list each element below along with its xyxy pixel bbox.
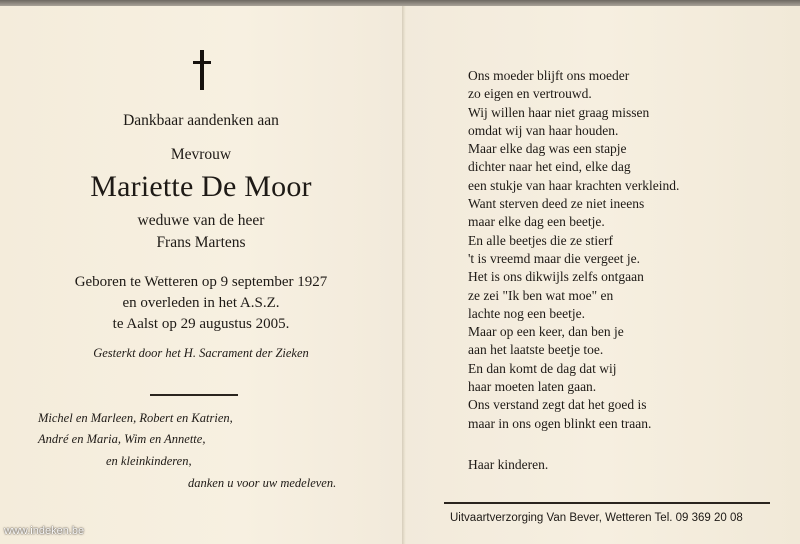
- poem-line: een stukje van haar krachten verkleind.: [468, 177, 680, 193]
- widow-line-1: weduwe van de heer: [137, 212, 265, 229]
- funeral-home-line: Uitvaartverzorging Van Bever, Wetteren Tel. 09 369 20 08: [450, 512, 743, 524]
- poem-line: Maar elke dag was een stapje: [468, 141, 627, 157]
- signature: Haar kinderen.: [468, 457, 549, 472]
- death-line-1: en overleden in het A.S.Z.: [122, 295, 280, 311]
- divider: [150, 394, 238, 396]
- poem-line: omdat wij van haar houden.: [468, 122, 619, 138]
- right-page: [406, 6, 800, 544]
- poem-line: Ons verstand zegt dat het goed is: [468, 397, 647, 413]
- deceased-name: Mariette De Moor: [90, 170, 312, 203]
- family-line: Michel en Marleen, Robert en Katrien,: [38, 411, 233, 425]
- poem-line: ze zei "Ik ben wat moe" en: [468, 287, 614, 303]
- poem-line: Ons moeder blijft ons moeder: [468, 68, 630, 83]
- family-line: André en Maria, Wim en Annette,: [38, 432, 206, 446]
- thanks-line: danken u voor uw medeleven.: [188, 476, 337, 490]
- poem-line: Wij willen haar niet graag missen: [468, 104, 650, 120]
- poem-line: Maar op een keer, dan ben je: [468, 324, 624, 340]
- poem-line: En dan komt de dag dat wij: [468, 360, 617, 376]
- poem-line: zo eigen en vertrouwd.: [468, 86, 592, 102]
- intro-text: Dankbaar aandenken aan: [123, 112, 279, 129]
- sacrament-line: Gesterkt door het H. Sacrament der Zieken: [93, 346, 309, 360]
- death-line-2: te Aalst op 29 augustus 2005.: [112, 316, 290, 332]
- poem-line: aan het laatste beetje toe.: [468, 342, 604, 358]
- left-page: [0, 6, 402, 544]
- poem-line: 't is vreemd maar die vergeet je.: [468, 250, 640, 266]
- poem: [468, 67, 679, 433]
- poem-line: maar elke dag een beetje.: [468, 214, 605, 230]
- family-line: en kleinkinderen,: [106, 454, 192, 468]
- poem-line: dichter naar het eind, elke dag: [468, 159, 631, 175]
- footer-divider: [444, 502, 770, 504]
- poem-line: lachte nog een beetje.: [468, 305, 585, 321]
- poem-line: haar moeten laten gaan.: [468, 379, 597, 395]
- poem-line: Want sterven deed ze niet ineens: [468, 196, 645, 212]
- watermark: www.indeken.be: [4, 525, 85, 537]
- honorific: Mevrouw: [170, 146, 232, 163]
- cross-icon: [191, 50, 213, 90]
- poem-line: maar in ons ogen blinkt een traan.: [468, 415, 652, 431]
- poem-line: Het is ons dikwijls zelfs ontgaan: [468, 269, 644, 285]
- birth-line: Geboren te Wetteren op 9 september 1927: [74, 274, 328, 290]
- poem-line: En alle beetjes die ze stierf: [468, 232, 614, 248]
- widow-line-2: Frans Martens: [156, 234, 246, 251]
